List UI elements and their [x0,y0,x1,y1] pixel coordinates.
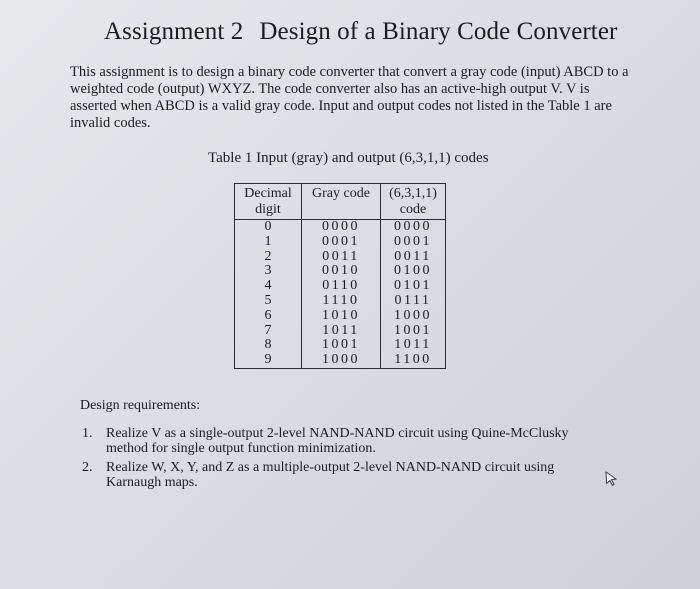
output-cell: 1001 [381,324,446,339]
requirement-number: 2. [82,460,93,475]
code-table [234,183,446,369]
requirement-number: 1. [82,426,93,441]
gray-cell: 0110 [302,279,381,294]
output-cell: 0101 [381,279,446,294]
page-title [104,18,617,46]
gray-cell: 1010 [302,309,381,324]
table-caption: Table 1 Input (gray) and output (6,3,1,1) codes [208,150,489,166]
gray-cell: 0011 [302,250,381,265]
decimal-cell: 7 [235,324,302,339]
table-row [235,220,446,235]
table-row [235,250,446,265]
header-decimal-digit [235,184,302,220]
output-cell: 0111 [381,294,446,309]
table-row [235,279,446,294]
gray-cell: 1011 [302,324,381,339]
header-output-code [381,184,446,220]
requirement-item [82,460,582,490]
mouse-pointer-icon [604,471,618,487]
table-row [235,235,446,250]
header-output-line1: (6,3,1,1) [389,186,437,201]
decimal-cell: 3 [235,264,302,279]
decimal-cell: 0 [235,220,302,235]
decimal-cell: 5 [235,294,302,309]
decimal-cell: 2 [235,250,302,265]
table-row [235,309,446,324]
decimal-cell: 1 [235,235,302,250]
assignment-number: Assignment 2 [104,18,244,45]
header-gray-code: Gray code [302,184,381,220]
gray-cell: 0001 [302,235,381,250]
assignment-name: Design of a Binary Code Converter [259,18,618,45]
gray-cell: 0010 [302,264,381,279]
gray-cell: 1000 [302,353,381,368]
intro-paragraph: This assignment is to design a binary code converter that convert a gray code (input) ABCD to a weighted code (output) WXYZ. The code converter also has an active-high output V. V is asserted when ABCD is a valid gray code. Input and output codes not listed in the Table 1 are invalid codes. [70,64,629,131]
output-cell: 1100 [381,353,446,368]
header-decimal-line1: Decimal [244,186,292,201]
table-header-row [235,184,446,220]
decimal-cell: 6 [235,309,302,324]
gray-cell: 1110 [302,294,381,309]
table-row [235,338,446,353]
header-output-line2: code [399,202,427,217]
output-cell: 0100 [381,264,446,279]
gray-cell: 1001 [302,338,381,353]
requirement-text: Realize V as a single-output 2-level NAND-NAND circuit using Quine-McClusky method for single output function minimization. [106,426,569,456]
output-cell: 0000 [381,220,446,235]
decimal-cell: 4 [235,279,302,294]
table-row [235,264,446,279]
header-decimal-line2: digit [255,202,281,217]
requirement-item [82,426,582,456]
requirements-list [82,426,582,494]
table-row [235,294,446,309]
decimal-cell: 8 [235,338,302,353]
gray-cell: 0000 [302,220,381,235]
output-cell: 0011 [381,250,446,265]
requirements-heading: Design requirements: [80,398,201,413]
output-cell: 1000 [381,309,446,324]
table-row [235,353,446,368]
output-cell: 1011 [381,338,446,353]
output-cell: 0001 [381,235,446,250]
decimal-cell: 9 [235,353,302,368]
table-row [235,324,446,339]
requirement-text: Realize W, X, Y, and Z as a multiple-output 2-level NAND-NAND circuit using Karnaugh maps. [106,460,555,490]
